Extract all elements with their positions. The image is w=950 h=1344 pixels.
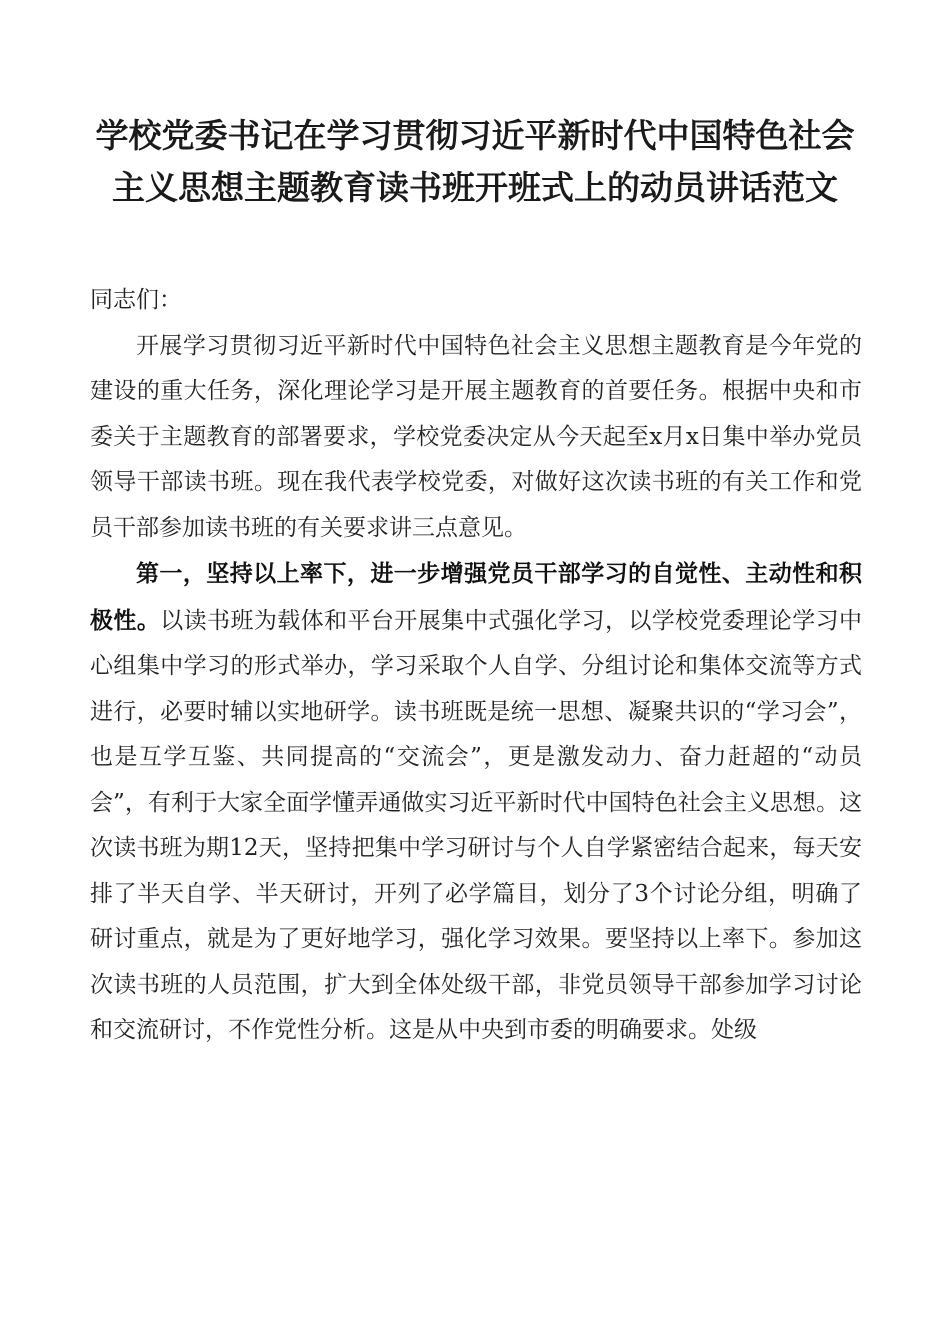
paragraph-text: 以读书班为载体和平台开展集中式强化学习，以学校党委理论学习中心组集中学习的形式举办，学习采取个人自学、分组讨论和集体交流等方式进行，必要时辅以实地研学。读书班既是统一思想、凝聚共识的“学习会”，也是互学互鉴、共同提高的“交流会”，更是激发动力、奋力赶超的“动员会”，有利于大家全面学懂弄通做实习近平新时代中国特色社会主义思想。这次读书班为期12天，坚持把集中学习研讨与个人自学紧密结合起来，每天安排了半天自学、半天研讨，开列了必学篇目，划分了3个讨论分组，明确了研讨重点，就是为了更好地学习，强化学习效果。要坚持以上率下。参加这次读书班的人员范围，扩大到全体处级干部，非党员领导干部参加学习讨论和交流研讨，不作党性分析。这是从中央到市委的明确要求。处级 [90,607,862,1043]
paragraph-point-one [90,551,862,1054]
document-title: 学校党委书记在学习贯彻习近平新时代中国特色社会主义思想主题教育读书班开班式上的动员讲话范文 [95,116,855,207]
paragraph-text: 开展学习贯彻习近平新时代中国特色社会主义思想主题教育是今年党的建设的重大任务，深化理论学习是开展主题教育的首要任务。根据中央和市委关于主题教育的部署要求，学校党委决定从今天起至x月x日集中举办党员领导干部读书班。现在我代表学校党委，对做好这次读书班的有关工作和党员干部参加读书班的有关要求讲三点意见。 [90,332,862,541]
paragraph-heading: 第一，坚持以上率下，进一步增强党员干部学习的自觉性、主动性和积极性。 [90,560,862,634]
salutation: 同志们： [90,287,182,313]
paragraph-intro [90,324,862,552]
document-body [90,278,862,1054]
